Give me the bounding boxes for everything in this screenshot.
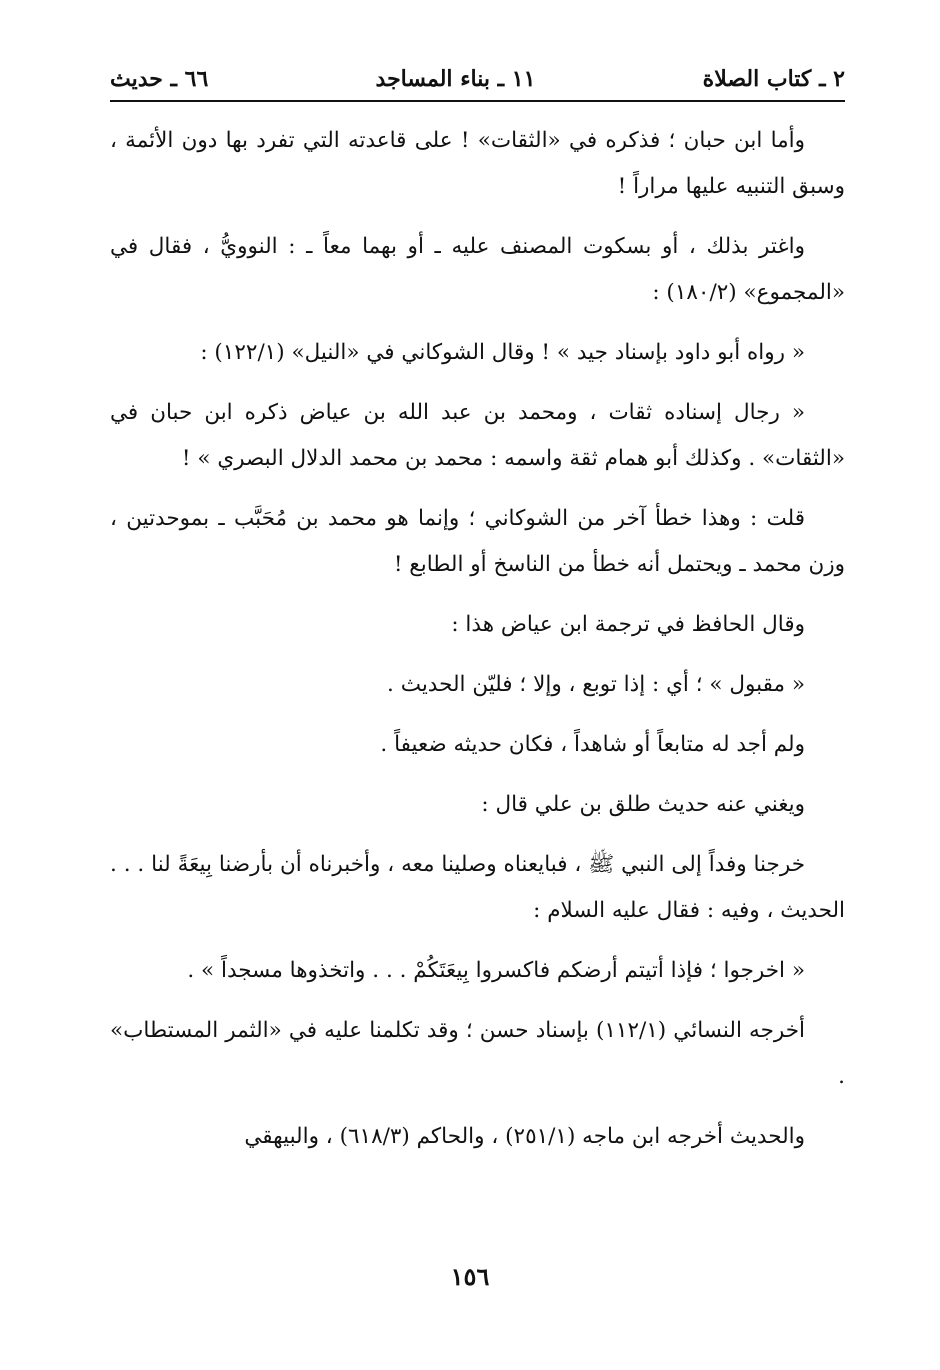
header-hadith-number: ٦٦ ـ حديث	[110, 66, 209, 92]
paragraph: وأما ابن حبان ؛ فذكره في «الثقات» ! على قاعدته التي تفرد بها دون الأئمة ، وسبق التنبيه عليها مراراً !	[110, 128, 845, 199]
paragraph: ويغني عنه حديث طلق بن علي قال :	[481, 792, 805, 817]
quote-paragraph: « مقبول » ؛ أي : إذا توبع ، وإلا ؛ فليّن الحديث .	[387, 672, 805, 697]
header-book-title: ٢ ـ كتاب الصلاة	[702, 66, 845, 92]
page-body	[110, 118, 845, 1174]
quote-paragraph: « اخرجوا ؛ فإذا أتيتم أرضكم فاكسروا بِيعَتَكُمْ . . . واتخذوها مسجداً » .	[187, 958, 805, 983]
hadith-paragraph: خرجنا وفداً إلى النبي ﷺ ، فبايعناه وصلينا معه ، وأخبرناه أن بأرضنا بِيعَةً لنا . . . الحديث ، وفيه : فقال عليه السلام :	[110, 852, 845, 923]
paragraph: والحديث أخرجه ابن ماجه (٢٥١/١) ، والحاكم (٦١٨/٣) ، والبيهقي	[244, 1124, 805, 1149]
paragraph: ولم أجد له متابعاً أو شاهداً ، فكان حديثه ضعيفاً .	[380, 732, 805, 757]
paragraph: قلت : وهذا خطأ آخر من الشوكاني ؛ وإنما هو محمد بن مُحَبَّب ـ بموحدتين ، وزن محمد ـ ويحتمل أنه خطأ من الناسخ أو الطابع !	[110, 506, 845, 577]
header-divider	[110, 100, 845, 102]
running-header	[110, 62, 845, 96]
paragraph: واغتر بذلك ، أو بسكوت المصنف عليه ـ أو بهما معاً ـ : النوويُّ ، فقال في «المجموع» (١٨٠/٢) :	[110, 234, 845, 305]
header-chapter-title: ١١ ـ بناء المساجد	[375, 66, 536, 92]
quote-paragraph: « رواه أبو داود بإسناد جيد » ! وقال الشوكاني في «النيل» (١٢٢/١) :	[200, 340, 805, 365]
paragraph: وقال الحافظ في ترجمة ابن عياض هذا :	[451, 612, 805, 637]
paragraph: أخرجه النسائي (١١٢/١) بإسناد حسن ؛ وقد تكلمنا عليه في «الثمر المستطاب» .	[110, 1018, 845, 1089]
quote-paragraph: « رجال إسناده ثقات ، ومحمد بن عبد الله بن عياض ذكره ابن حبان في «الثقات» . وكذلك أبو همام ثقة واسمه : محمد بن محمد الدلال البصري » !	[110, 400, 845, 471]
page-number: ١٥٦	[450, 1262, 490, 1291]
